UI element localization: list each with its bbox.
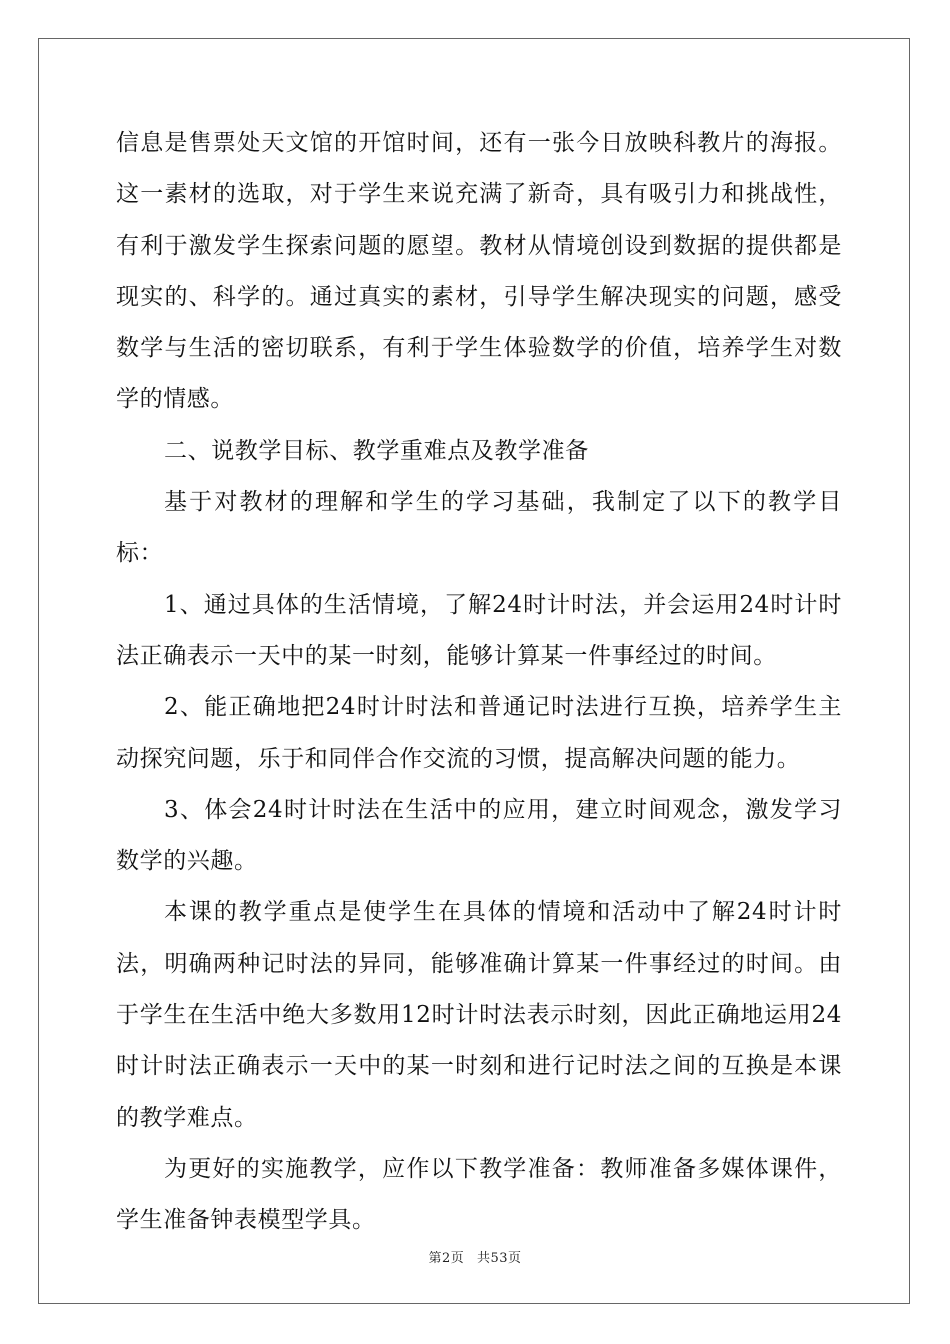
key-points-paragraph: 本课的教学重点是使学生在具体的情境和活动中了解24时计时法，明确两种记时法的异同，能够准确计算某一件事经过的时间。由于学生在生活中绝大多数用12时计时法表示时刻，因此正确地运用24时计时法正确表示一天中的某一时刻和进行记时法之间的互换是本课的教学难点。: [116, 899, 842, 1131]
paragraph-1: 信息是售票处天文馆的开馆时间，还有一张今日放映科教片的海报。这一素材的选取，对于学生来说充满了新奇，具有吸引力和挑战性，有利于激发学生探索问题的愿望。教材从情境创设到数据的提供都是现实的、科学的。通过真实的素材，引导学生解决现实的问题，感受数学与生活的密切联系，有利于学生体验数学的价值，培养学生对数学的情感。: [116, 130, 842, 413]
page-number: 第2页: [428, 1251, 465, 1266]
paragraph-3: 基于对教材的理解和学生的学习基础，我制定了以下的教学目标：: [116, 489, 842, 567]
page-footer: [0, 1247, 950, 1266]
objective-1: 1、通过具体的生活情境，了解24时计时法，并会运用24时计时法正确表示一天中的某一时刻，能够计算某一件事经过的时间。: [116, 591, 842, 669]
preparation-paragraph: 为更好的实施教学，应作以下教学准备：教师准备多媒体课件，学生准备钟表模型学具。: [116, 1155, 842, 1234]
document-body: [116, 118, 842, 1247]
objective-3: 3、体会24时计时法在生活中的应用，建立时间观念，激发学习数学的兴趣。: [116, 796, 842, 875]
page-total: 共53页: [476, 1251, 522, 1266]
section-heading-2: 二、说教学目标、教学重难点及教学准备: [164, 437, 589, 464]
objective-2: 2、能正确地把24时计时法和普通记时法进行互换，培养学生主动探究问题，乐于和同伴合作交流的习惯，提高解决问题的能力。: [116, 694, 842, 772]
